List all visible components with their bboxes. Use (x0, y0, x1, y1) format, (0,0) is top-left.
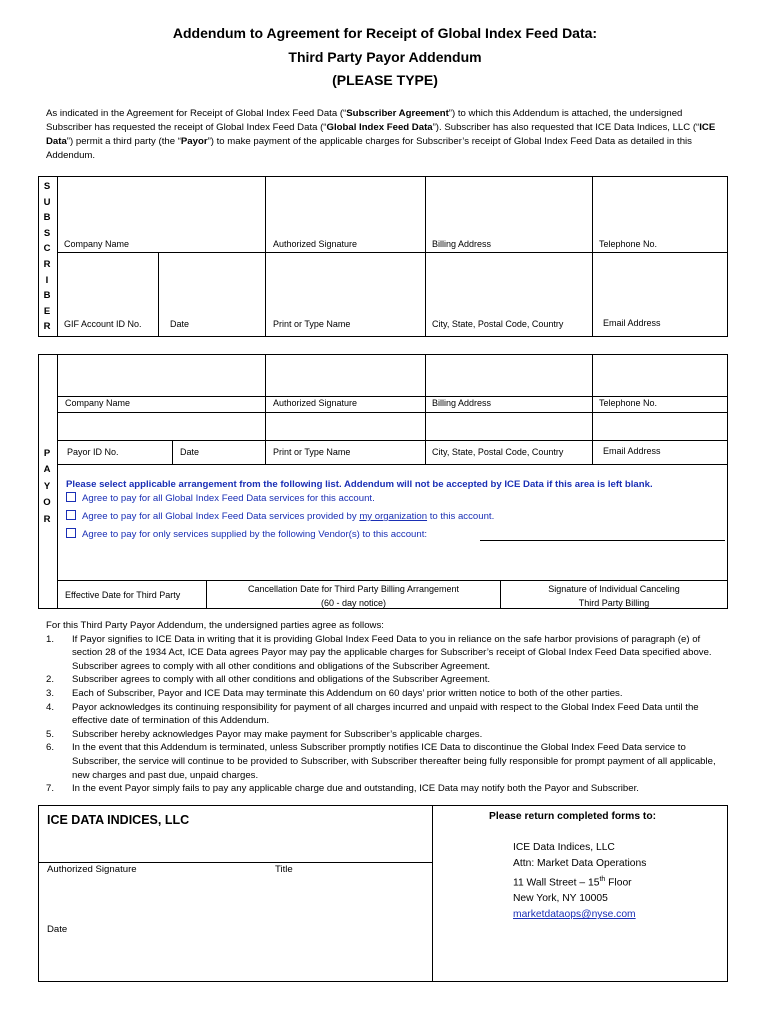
term-item: 3. Each of Subscriber, Payor and ICE Data may terminate this Addendum on 60 days’ prior written notice to both of the other parties. (46, 687, 623, 699)
payor-print-name-field[interactable]: Print or Type Name (273, 447, 351, 457)
payor-authorized-signature-field[interactable]: Authorized Signature (273, 398, 358, 408)
checkbox-all-services[interactable] (66, 492, 76, 502)
payor-city-field[interactable]: City, State, Postal Code, Country (432, 447, 564, 457)
terms-intro: For this Third Party Payor Addendum, the undersigned parties agree as follows: (46, 620, 384, 631)
page-title: Addendum to Agreement for Receipt of Global Index Feed Data: (172, 25, 598, 41)
term-item: 2. Subscriber agrees to comply with all other conditions and obligations of the Subscriber Agreement. (46, 674, 491, 686)
cancellation-date-field[interactable]: Cancellation Date for Third Party Billing Arrangement (60 - day notice) (248, 584, 459, 608)
arrangement-instruction: Please select applicable arrangement from the following list. Addendum will not be accepted by ICE Data if this area is left blank. (66, 479, 653, 490)
intro-paragraph: As indicated in the Agreement for Receipt of Global Index Feed Data (“Subscriber Agreement”) to which this Addendum is attached, the undersigned Subscriber has requested the receipt of Global Index Feed Data (“Global Index Feed Data”). Subscriber has also requested that ICE Data Indices, LLC (“ICE Data”) permit a third party (the “Payor”) to make payment of the applicable charges for Subscriber’s receipt of Global Index Feed Data as detailed in this Addendum. (46, 108, 716, 161)
term-item: 6. In the event that this Addendum is terminated, unless Subscriber promptly notifies ICE Data to discontinue the Global Index Feed Data service to Subscriber, the service will continue to be provided to Subscriber, with Subscriber thereafter being fully responsible for prompt payment of all applicable, new charges and past due, unpaid charges. (46, 742, 716, 781)
page-subtitle: Third Party Payor Addendum (288, 49, 482, 65)
effective-date-field[interactable]: Effective Date for Third Party (65, 590, 181, 600)
subscriber-billing-address-field[interactable]: Billing Address (432, 239, 492, 249)
return-email-link[interactable]: marketdataops@nyse.com (513, 909, 636, 921)
payor-telephone-field[interactable]: Telephone No. (599, 398, 658, 408)
ice-authorized-signature-field[interactable]: Authorized Signature (47, 864, 137, 875)
subscriber-telephone-field[interactable]: Telephone No. (599, 239, 658, 249)
subscriber-authorized-signature-field[interactable]: Authorized Signature (273, 239, 358, 249)
subscriber-print-name-field[interactable]: Print or Type Name (273, 319, 351, 329)
checkbox-organization-services[interactable] (66, 510, 76, 520)
ice-date-field[interactable]: Date (47, 924, 68, 935)
subscriber-company-name-field[interactable]: Company Name (64, 239, 130, 249)
payor-date-field[interactable]: Date (180, 447, 200, 457)
subscriber-email-field[interactable]: Email Address (603, 318, 661, 328)
ice-title-field[interactable]: Title (275, 864, 293, 875)
subscriber-box (39, 177, 728, 337)
terms-section (46, 619, 730, 796)
return-address: ICE Data Indices, LLC Attn: Market Data Operations 11 Wall Street – 15th Floor New York, NY 10005 marketdataops@nyse.com (513, 842, 647, 921)
payor-email-field[interactable]: Email Address (603, 446, 661, 456)
subscriber-gif-account-field[interactable]: GIF Account ID No. (64, 319, 142, 329)
option-all-services[interactable]: Agree to pay for all Global Index Feed Data services for this account. (66, 492, 375, 504)
please-type-note: (PLEASE TYPE) (332, 72, 438, 88)
ice-data-indices-heading: ICE DATA INDICES, LLC (47, 813, 190, 827)
payor-company-name-field[interactable]: Company Name (65, 398, 131, 408)
term-item: 7. In the event Payor simply fails to pay any applicable charge due and outstanding, ICE Data may notify both the Payor and Subscriber. (46, 783, 639, 795)
subscriber-date-field[interactable]: Date (170, 319, 190, 329)
subscriber-side-label: S U B S C R I B E R (43, 181, 51, 333)
term-item: 4. Payor acknowledges its continuing responsibility for payment of all charges incurred and unpaid with respect to the Global Index Feed Data until the effective date of termination of this Addendum. (46, 701, 699, 727)
payor-billing-address-field[interactable]: Billing Address (432, 398, 492, 408)
payor-side-label: P A Y O R (43, 448, 51, 525)
checkbox-vendor-services[interactable] (66, 528, 76, 538)
term-item: 1. If Payor signifies to ICE Data in writing that it is providing Global Index Feed Data to you in reliance on the safe harbor provisions of paragraph (e) of section 28 of the 1934 Act, ICE Data agrees Payor may pay the applicable charges for Subscriber’s receipt of Global Index Feed Data specified above. Subscriber agrees to comply with all other conditions and obligations of the Subscriber Agreement. (46, 633, 712, 672)
return-heading: Please return completed forms to: (489, 811, 657, 822)
term-item: 5. Subscriber hereby acknowledges Payor may make payment for Subscriber’s applicable charges. (46, 728, 483, 740)
option-vendor-services[interactable]: Agree to pay for only services supplied by the following Vendor(s) to this account: (66, 528, 427, 540)
subscriber-city-field[interactable]: City, State, Postal Code, Country (432, 319, 564, 329)
option-organization-services[interactable]: Agree to pay for all Global Index Feed Data services provided by my organization to this account. (66, 510, 494, 522)
payor-id-field[interactable]: Payor ID No. (67, 447, 119, 457)
cancel-signature-field[interactable]: Signature of Individual Canceling Third Party Billing (548, 584, 680, 608)
